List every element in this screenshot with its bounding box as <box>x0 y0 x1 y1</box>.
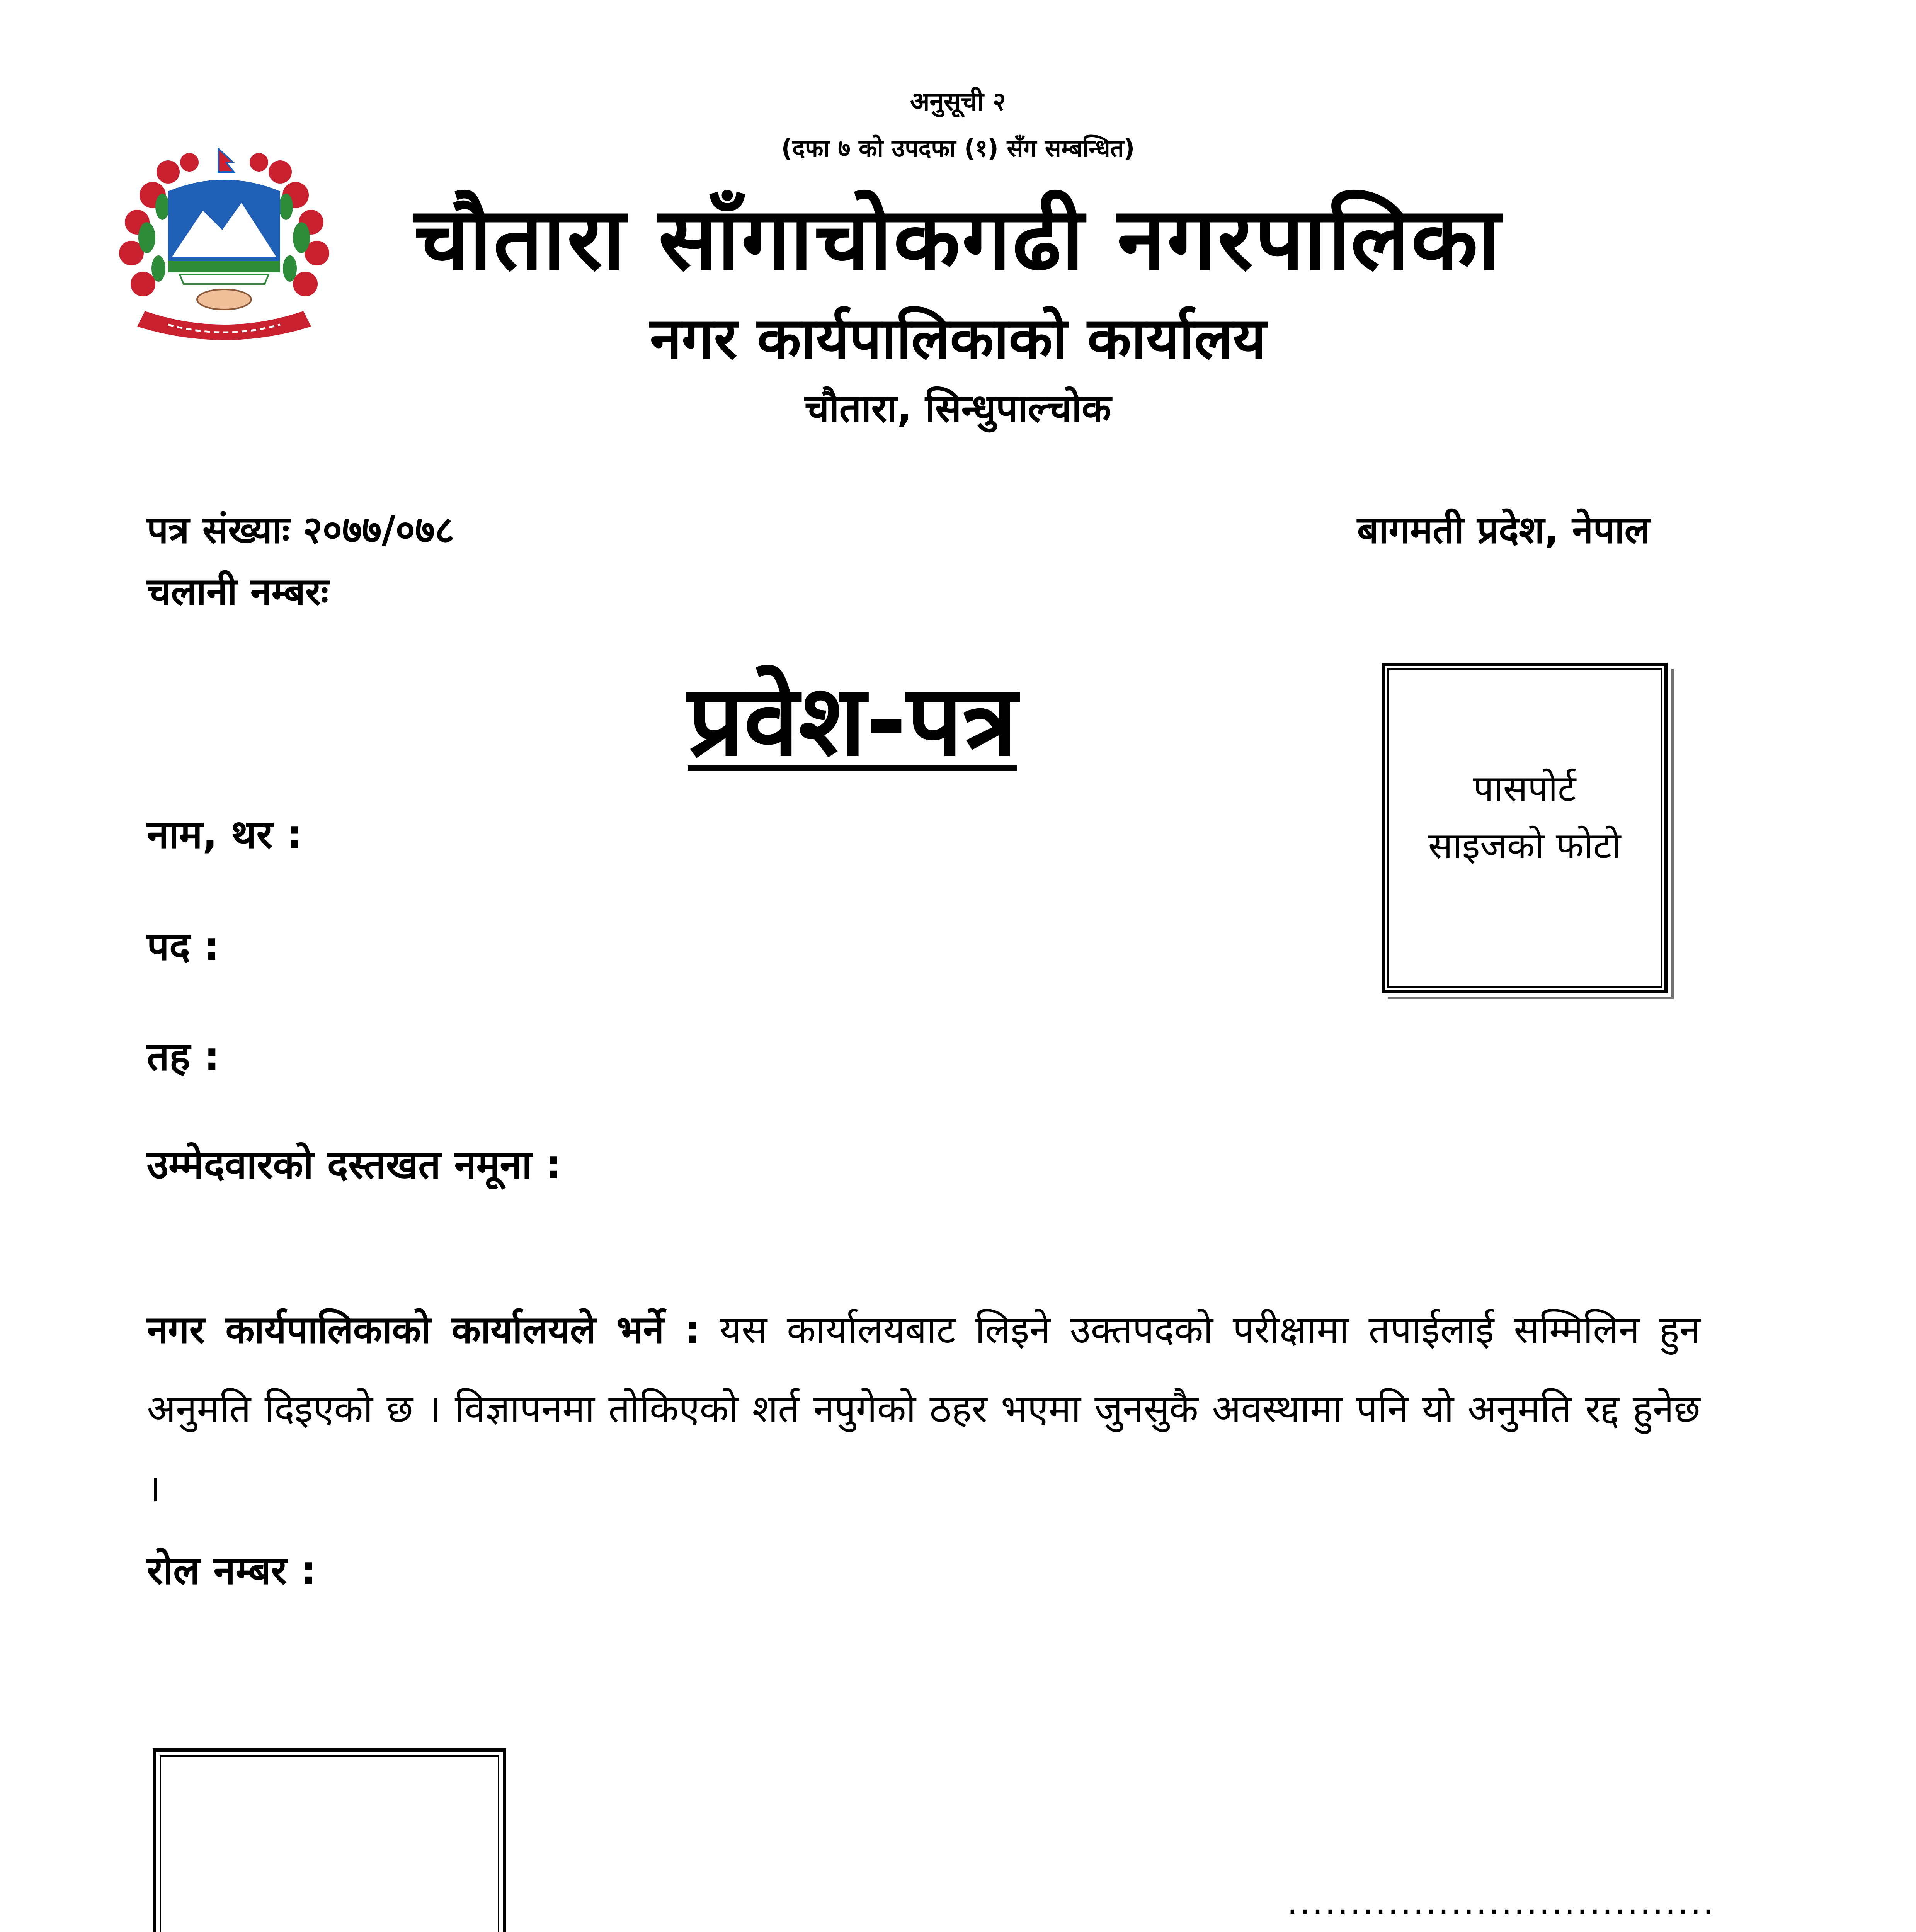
field-post: पद : <box>147 923 220 969</box>
field-signature-sample: उम्मेदवारको दस्तखत नमूना : <box>147 1142 562 1188</box>
schedule-reference: (दफा ७ को उपदफा (१) सँग सम्बन्धित) <box>781 134 1135 162</box>
field-name: नाम, थर : <box>147 811 302 857</box>
province-label: बागमती प्रदेश, नेपाल <box>1357 508 1650 552</box>
paragraph-body: यस कार्यालयबाट लिइने उक्तपदको परीक्षामा तपाईलाई सम्मिलिन हुन अनुमति दिइएको छ । विज्ञापनमा तोकिएको शर्त नपुगेको ठहर भएमा जुनसुकै अवस्थामा पनि यो अनुमति रद्द हुनेछ । <box>147 1308 1701 1510</box>
office-address: चौतारा, सिन्धुपाल्चोक <box>805 386 1111 431</box>
dispatch-number: चलानी नम्बरः <box>147 570 329 614</box>
paragraph-lead: नगर कार्यपालिकाको कार्यालयले भर्ने : <box>147 1308 700 1352</box>
office-name: नगर कार्यपालिकाको कार्यालय <box>650 305 1266 372</box>
page-title: प्रवेश-पत्र <box>688 663 1017 778</box>
field-level: तह : <box>147 1034 220 1080</box>
signature-line: .................................. <box>1287 1882 1715 1922</box>
photo-box-label <box>1385 760 1664 875</box>
municipality-name: चौतारा साँगाचोकगढी नगरपालिका <box>414 189 1502 290</box>
passport-photo-box <box>1382 663 1668 993</box>
photo-label-line1: पासपोर्ट <box>1473 768 1576 810</box>
photo-label-line2: साइजको फोटो <box>1428 825 1621 867</box>
letter-number: पत्र संख्याः २०७७/०७८ <box>147 508 455 552</box>
roll-number-label: रोल नम्बर : <box>147 1548 316 1594</box>
permission-paragraph <box>147 1291 1700 1528</box>
schedule-label: अनुसूची २ <box>910 87 1006 116</box>
office-stamp-box <box>153 1748 506 1932</box>
